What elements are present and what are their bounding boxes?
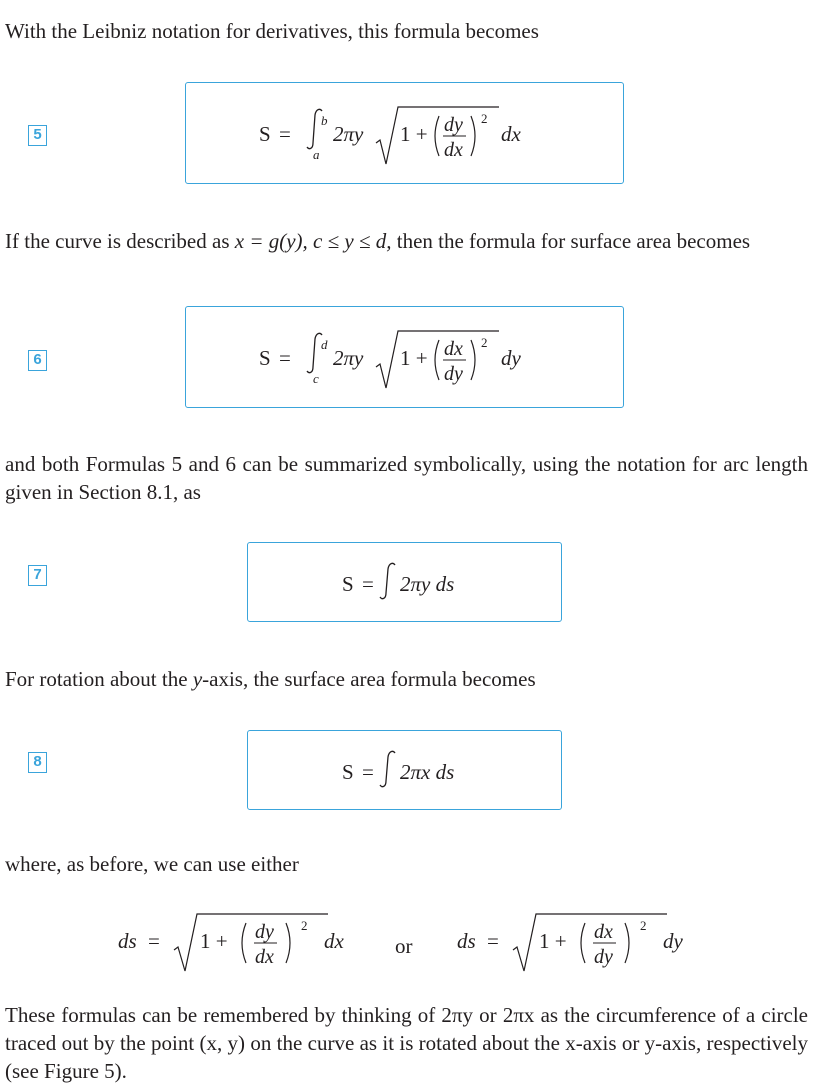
equation-number-5: 5: [28, 125, 47, 146]
eq5-right-paren: [471, 116, 475, 156]
ds-left-numerator: dy: [255, 921, 274, 943]
eq5-upper-limit: b: [321, 113, 328, 128]
eq5-lower-limit: a: [313, 147, 320, 162]
eq6-power: 2: [481, 335, 488, 350]
eq8-equals: =: [362, 760, 374, 784]
ds-left-right-paren: [286, 923, 290, 963]
either-paragraph: where, as before, we can use either: [5, 852, 299, 876]
ds-left-differential: dx: [324, 929, 344, 953]
eq7-lhs: S: [342, 572, 354, 596]
ds-left-lhs: ds: [118, 929, 137, 953]
ds-right-equals: =: [487, 929, 499, 953]
eq6-integral-sign: [307, 333, 322, 372]
eq5-equals: =: [279, 122, 291, 146]
ds-right-right-paren: [625, 923, 629, 963]
ds-formula-right: [457, 908, 707, 984]
closing-paragraph: These formulas can be remembered by thinking of 2πy or 2πx as the circumference of a circle traced out by the point (x, y) on the curve as it is rotated about the x-axis or y-axis, respectively (see Figure 5).: [5, 1003, 808, 1083]
equation-number-6: 6: [28, 350, 47, 371]
eq6-lower-limit: c: [313, 371, 319, 386]
equation-number-8: 8: [28, 752, 47, 773]
equation-box-8: [247, 730, 562, 810]
eq5-integrand: 2πy: [333, 122, 364, 146]
ds-left-power: 2: [301, 918, 308, 933]
formula-7-svg: [342, 559, 482, 609]
formula-8-svg: [342, 747, 482, 797]
equation-box-7: [247, 542, 562, 622]
summary-paragraph: and both Formulas 5 and 6 can be summarized symbolically, using the notation for arc length given in Section 8.1, as: [5, 452, 808, 504]
equation-number-7: 7: [28, 565, 47, 586]
formula-6-svg: [259, 325, 559, 395]
eq6-one-plus: 1 +: [400, 346, 428, 370]
eq8-lhs: S: [342, 760, 354, 784]
eq6-right-paren: [471, 340, 475, 380]
eq6-integrand: 2πy: [333, 346, 364, 370]
eq6-denominator: dy: [444, 363, 463, 385]
equation-box-6: [185, 306, 624, 408]
ds-right-numerator: dx: [594, 921, 613, 943]
ds-formula-left: [118, 908, 368, 984]
equation-box-5: [185, 82, 624, 184]
eq5-lhs: S: [259, 122, 271, 146]
eq5-differential: dx: [501, 122, 521, 146]
intro-paragraph: With the Leibniz notation for derivatives, this formula becomes: [5, 19, 539, 43]
formula-6: [259, 325, 559, 401]
eq5-integral-sign: [307, 109, 322, 148]
ds-right-power: 2: [640, 918, 647, 933]
formula-5: [259, 101, 559, 177]
ds-left-denominator: dx: [255, 946, 274, 968]
formula-5-svg: [259, 101, 559, 171]
eq5-numerator: dy: [444, 114, 463, 136]
eq6-equals: =: [279, 346, 291, 370]
eq7-integral-sign: [380, 563, 395, 598]
eq7-equals: =: [362, 572, 374, 596]
ds-right-one-plus: 1 +: [539, 929, 567, 953]
ds-left-left-paren: [242, 923, 246, 963]
ds-right-svg: [457, 908, 707, 978]
ds-right-lhs: ds: [457, 929, 476, 953]
ds-left-equals: =: [148, 929, 160, 953]
ds-left-one-plus: 1 +: [200, 929, 228, 953]
ds-right-differential: dy: [663, 929, 683, 953]
formula-7: [342, 559, 482, 615]
eq8-integral-sign: [380, 751, 395, 786]
eq5-left-paren: [435, 116, 439, 156]
eq6-numerator: dx: [444, 338, 463, 360]
eq6-upper-limit: d: [321, 337, 328, 352]
eq7-integrand: 2πy ds: [400, 572, 455, 596]
ds-right-left-paren: [581, 923, 585, 963]
curve-paragraph: If the curve is described as x = g(y), c ≤ y ≤ d, then the formula for surface area becomes: [5, 229, 751, 253]
formula-8: [342, 747, 482, 803]
eq5-power: 2: [481, 111, 488, 126]
ds-left-svg: [118, 908, 368, 978]
eq6-left-paren: [435, 340, 439, 380]
eq5-denominator: dx: [444, 139, 463, 161]
eq5-one-plus: 1 +: [400, 122, 428, 146]
ds-right-denominator: dy: [594, 946, 613, 968]
ds-connector: or: [395, 934, 413, 958]
eq6-differential: dy: [501, 346, 521, 370]
rotation-paragraph: For rotation about the y-axis, the surface area formula becomes: [5, 667, 536, 691]
eq8-integrand: 2πx ds: [400, 760, 455, 784]
eq6-lhs: S: [259, 346, 271, 370]
